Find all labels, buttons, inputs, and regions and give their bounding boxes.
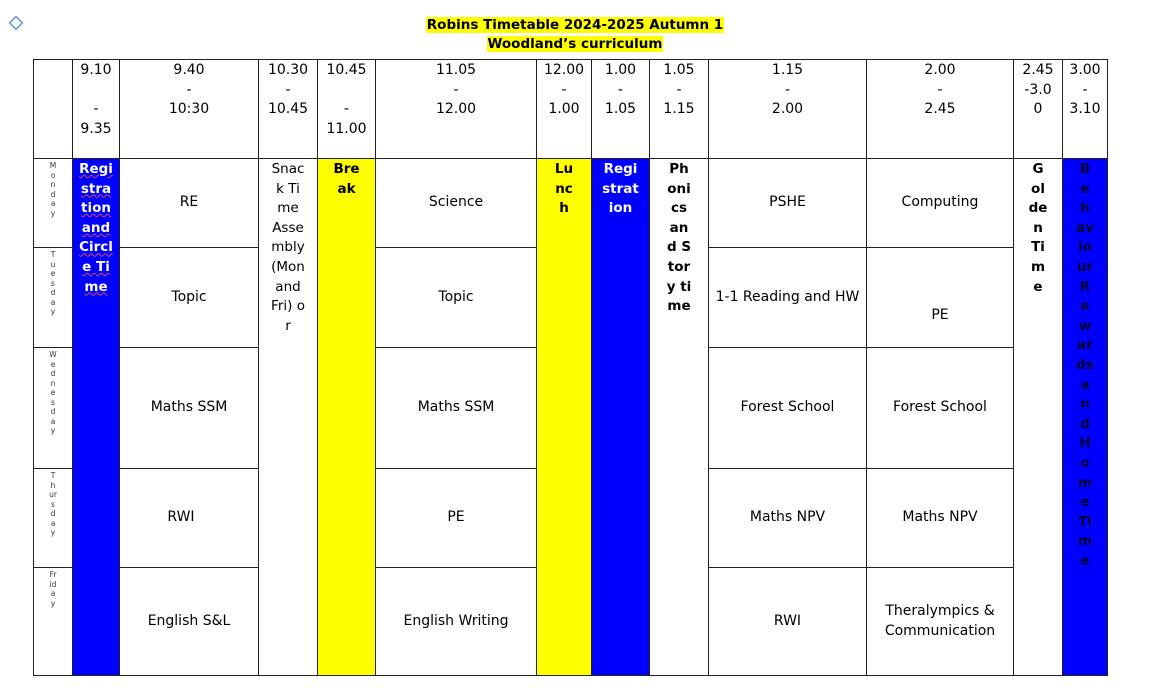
lesson-cell: RWI	[708, 567, 867, 676]
lesson-cell: Maths SSM	[375, 347, 537, 469]
lesson-cell: Maths SSM	[119, 347, 259, 469]
registration-circle-cell: Registration and Circle Time	[72, 158, 120, 676]
day-label-friday: Friday	[33, 567, 73, 676]
header-time: 10.30 - 10.45	[258, 59, 318, 159]
lesson-cell: Forest School	[708, 347, 867, 469]
header-time: 11.05 - 12.00	[375, 59, 537, 159]
day-label-monday: Monday	[33, 158, 73, 248]
lesson-cell: Theralympics & Communication	[866, 567, 1014, 676]
day-label-wednesday: Wednesday	[33, 347, 73, 469]
header-time: 1.05 - 1.15	[649, 59, 709, 159]
day-label-thursday: Thursday	[33, 468, 73, 568]
day-label-tuesday: Tuesday	[33, 247, 73, 348]
lesson-cell: Forest School	[866, 347, 1014, 469]
behaviour-home-time-cell: Behaviour Rewards and Home Time	[1062, 158, 1108, 676]
header-time: 3.00 - 3.10	[1062, 59, 1108, 159]
registration-cell: Registration	[591, 158, 650, 676]
header-time: 2.45 -3.0 0	[1013, 59, 1063, 159]
timetable-title: Robins Timetable 2024-2025 Autumn 1	[426, 17, 724, 33]
golden-time-cell: Golden Time	[1013, 158, 1063, 676]
header-time: 12.00 - 1.00	[536, 59, 592, 159]
lesson-cell: PE	[866, 247, 1014, 348]
lesson-cell: RWI	[119, 468, 259, 568]
lesson-cell: Topic	[375, 247, 537, 348]
lesson-cell: PSHE	[708, 158, 867, 248]
lesson-cell: English S&L	[119, 567, 259, 676]
header-time: 1.15 - 2.00	[708, 59, 867, 159]
snack-assembly-cell: Snack Time Assembly (Mon and Fri) or	[258, 158, 318, 676]
header-time: 2.00 - 2.45	[866, 59, 1014, 159]
lesson-cell: Topic	[119, 247, 259, 348]
timetable-subtitle: Woodland’s curriculum	[487, 36, 663, 52]
lesson-cell: Science	[375, 158, 537, 248]
lesson-cell: RE	[119, 158, 259, 248]
header-time: 1.00 - 1.05	[591, 59, 650, 159]
lesson-cell: PE	[375, 468, 537, 568]
lesson-cell: Maths NPV	[866, 468, 1014, 568]
lesson-cell: Maths NPV	[708, 468, 867, 568]
header-time: 10.45 - 11.00	[317, 59, 376, 159]
lunch-cell: Lunch	[536, 158, 592, 676]
phonics-story-cell: Phonics and Story time	[649, 158, 709, 676]
header-time: 9.40 - 10:30	[119, 59, 259, 159]
break-cell: Break	[317, 158, 376, 676]
lesson-cell: English Writing	[375, 567, 537, 676]
corner-cell	[33, 59, 73, 159]
header-time: 9.10 - 9.35	[72, 59, 120, 159]
lesson-cell: Computing	[866, 158, 1014, 248]
lesson-cell: 1-1 Reading and HW	[708, 247, 867, 348]
